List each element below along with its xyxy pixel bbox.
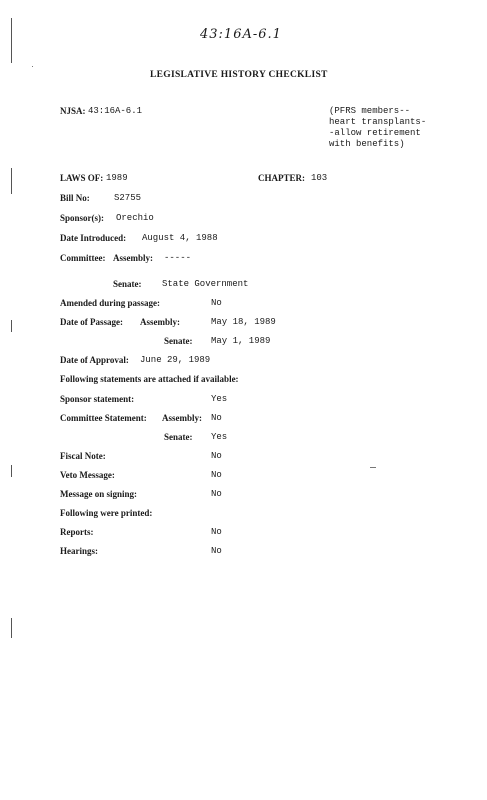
margin-mark bbox=[11, 320, 12, 332]
sponsor-statement-value: Yes bbox=[211, 394, 228, 404]
passage-assembly-label: Assembly: bbox=[140, 317, 180, 327]
chapter-value: 103 bbox=[311, 173, 328, 183]
subject-note: (PFRS members-- heart transplants- -allow retirement with benefits) bbox=[329, 106, 427, 149]
passage-senate-value: May 1, 1989 bbox=[211, 336, 271, 346]
date-introduced-label: Date Introduced: bbox=[60, 233, 127, 243]
scan-speck bbox=[370, 467, 376, 468]
veto-message-label: Veto Message: bbox=[60, 470, 115, 480]
veto-message-value: No bbox=[211, 470, 222, 480]
statement-assembly-label: Assembly: bbox=[162, 413, 202, 423]
bill-no-label: Bill No: bbox=[60, 193, 90, 203]
committee-senate-value: State Government bbox=[162, 279, 249, 289]
committee-statement-label: Committee Statement: bbox=[60, 413, 147, 423]
page-title: LEGISLATIVE HISTORY CHECKLIST bbox=[150, 70, 328, 80]
margin-mark bbox=[11, 168, 12, 194]
hearings-value: No bbox=[211, 546, 222, 556]
committee-label: Committee: bbox=[60, 253, 106, 263]
date-of-approval-value: June 29, 1989 bbox=[140, 355, 211, 365]
following-printed-heading: Following were printed: bbox=[60, 508, 153, 518]
njsa-label: NJSA: bbox=[60, 106, 86, 116]
amended-value: No bbox=[211, 298, 222, 308]
margin-mark bbox=[11, 18, 12, 63]
njsa-value: 43:16A-6.1 bbox=[88, 106, 143, 116]
message-on-signing-value: No bbox=[211, 489, 222, 499]
margin-mark bbox=[11, 618, 12, 638]
laws-of-label: LAWS OF: bbox=[60, 173, 104, 183]
scan-speck bbox=[32, 66, 33, 67]
fiscal-note-label: Fiscal Note: bbox=[60, 451, 106, 461]
passage-senate-label: Senate: bbox=[164, 336, 193, 346]
statement-senate-label: Senate: bbox=[164, 432, 193, 442]
bill-no-value: S2755 bbox=[114, 193, 142, 203]
date-of-approval-label: Date of Approval: bbox=[60, 355, 129, 365]
sponsor-value: Orechio bbox=[116, 213, 154, 223]
date-introduced-value: August 4, 1988 bbox=[142, 233, 218, 243]
hearings-label: Hearings: bbox=[60, 546, 98, 556]
date-of-passage-label: Date of Passage: bbox=[60, 317, 123, 327]
committee-assembly-label: Assembly: bbox=[113, 253, 153, 263]
committee-assembly-value: ----- bbox=[164, 253, 192, 263]
fiscal-note-value: No bbox=[211, 451, 222, 461]
amended-label: Amended during passage: bbox=[60, 298, 161, 308]
handwritten-citation: 43:16A-6.1 bbox=[200, 27, 282, 42]
statement-assembly-value: No bbox=[211, 413, 222, 423]
following-attached-heading: Following statements are attached if available: bbox=[60, 374, 239, 384]
statement-senate-value: Yes bbox=[211, 432, 228, 442]
reports-label: Reports: bbox=[60, 527, 94, 537]
chapter-label: CHAPTER: bbox=[258, 173, 305, 183]
reports-value: No bbox=[211, 527, 222, 537]
sponsor-label: Sponsor(s): bbox=[60, 213, 105, 223]
passage-assembly-value: May 18, 1989 bbox=[211, 317, 276, 327]
laws-of-value: 1989 bbox=[106, 173, 128, 183]
sponsor-statement-label: Sponsor statement: bbox=[60, 394, 135, 404]
committee-senate-label: Senate: bbox=[113, 279, 142, 289]
message-on-signing-label: Message on signing: bbox=[60, 489, 138, 499]
margin-mark bbox=[11, 465, 12, 477]
